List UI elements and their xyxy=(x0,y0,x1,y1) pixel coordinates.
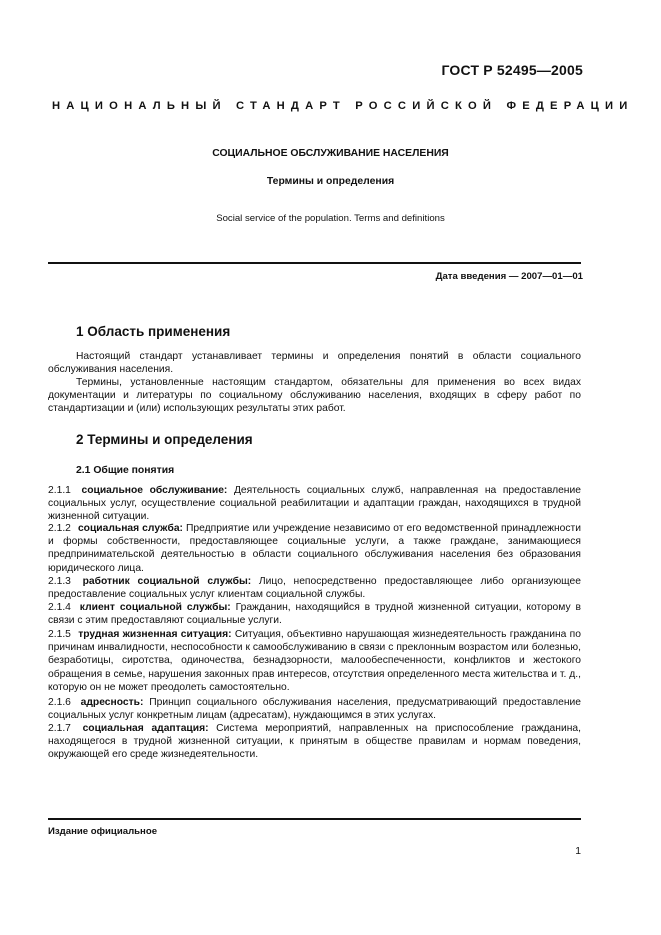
term-name: социальная служба: xyxy=(77,523,183,534)
term-entry xyxy=(48,601,581,627)
term-name: работник социальной службы: xyxy=(82,576,252,587)
header-divider xyxy=(48,262,581,264)
term-number: 2.1.2 xyxy=(48,523,71,534)
section-2-heading: 2 Термины и определения xyxy=(76,432,253,447)
term-number: 2.1.6 xyxy=(48,697,71,708)
term-entry xyxy=(48,628,581,694)
term-number: 2.1.4 xyxy=(48,602,71,613)
term-number: 2.1.7 xyxy=(48,723,71,734)
term-number: 2.1.1 xyxy=(48,485,71,496)
term-definition: Принцип социального обслуживания населения, предусматривающий предоставление социальных услуг конкретным лицам (адресатам), нуждающимся в этих услугах. xyxy=(48,697,581,722)
term-definition: Деятельность социальных служб, направленная на предоставление социальных услуг, осуществление социальной реабилитации и адаптации граждан, находящихся в трудной жизненной ситуации. xyxy=(48,485,581,523)
term-entry xyxy=(48,696,581,722)
term-definition: Предприятие или учреждение независимо от его ведомственной принадлежности и формы собственности, предоставляющее социальные услуги, а также граждане, занимающиеся предпринимательской деятельностью в области социального обслуживания населения без образования юридического лица. xyxy=(48,523,581,574)
term-entry xyxy=(48,484,581,524)
term-definition: Лицо, непосредственно предоставляющее либо организующее предоставление социальных услуг клиентам социальной службы. xyxy=(48,576,581,601)
term-definition: Ситуация, объективно нарушающая жизнедеятельность гражданина по причинам инвалидности, неспособности к самообслуживанию в связи с преклонным возрастом или болезнью, безработицы, сиротства, одиночества, безнадзорности, малообеспеченности, конфликтов и жестокого обращения в семье, нарушения законных прав интересов, отсутствия определенного места жительства и т. д., которую он не может преодолеть самостоятельно. xyxy=(48,629,581,693)
page-number: 1 xyxy=(575,846,581,857)
term-definition: Гражданин, находящийся в трудной жизненной ситуации, которому в связи с этим предоставляют социальные услуги. xyxy=(48,602,581,627)
document-title: СОЦИАЛЬНОЕ ОБСЛУЖИВАНИЕ НАСЕЛЕНИЯ xyxy=(212,148,449,159)
section-1-paragraph: Термины, установленные настоящим стандартом, обязательны для применения во всех видах документации и литературы по социальному обслуживанию населения, входящих в сферу работ по стандартизации и (или) использующих результаты этих работ. xyxy=(48,377,581,415)
section-1-paragraph: Настоящий стандарт устанавливает термины и определения понятий в области социального обслуживания населения. xyxy=(48,351,581,376)
subsection-2-1-heading: 2.1 Общие понятия xyxy=(76,465,175,476)
term-number: 2.1.5 xyxy=(48,629,71,640)
term-name: социальная адаптация: xyxy=(82,723,209,734)
standard-banner: НАЦИОНАЛЬНЫЙ СТАНДАРТ РОССИЙСКОЙ ФЕДЕРАЦИИ xyxy=(52,100,634,112)
term-definition: Система мероприятий, направленных на приспособление гражданина, находящегося в трудной жизненной ситуации, к принятым в обществе правилам и нормам поведения, окружающей его среде жизнедеятельности. xyxy=(48,723,581,761)
document-subtitle: Термины и определения xyxy=(266,176,395,187)
edition-note: Издание официальное xyxy=(48,826,158,837)
term-number: 2.1.3 xyxy=(48,576,71,587)
term-name: социальное обслуживание: xyxy=(81,485,228,496)
footer-divider xyxy=(48,818,581,820)
term-entry xyxy=(48,722,581,762)
document-number: ГОСТ Р 52495—2005 xyxy=(441,62,583,78)
term-name: трудная жизненная ситуация: xyxy=(78,629,232,640)
term-entry xyxy=(48,522,581,575)
term-name: клиент социальной службы: xyxy=(79,602,231,613)
section-1-heading: 1 Область применения xyxy=(76,324,231,339)
effective-date: Дата введения — 2007—01—01 xyxy=(435,271,583,282)
term-name: адресность: xyxy=(80,697,144,708)
document-title-english: Social service of the population. Terms and definitions xyxy=(216,213,445,224)
term-entry xyxy=(48,575,581,601)
